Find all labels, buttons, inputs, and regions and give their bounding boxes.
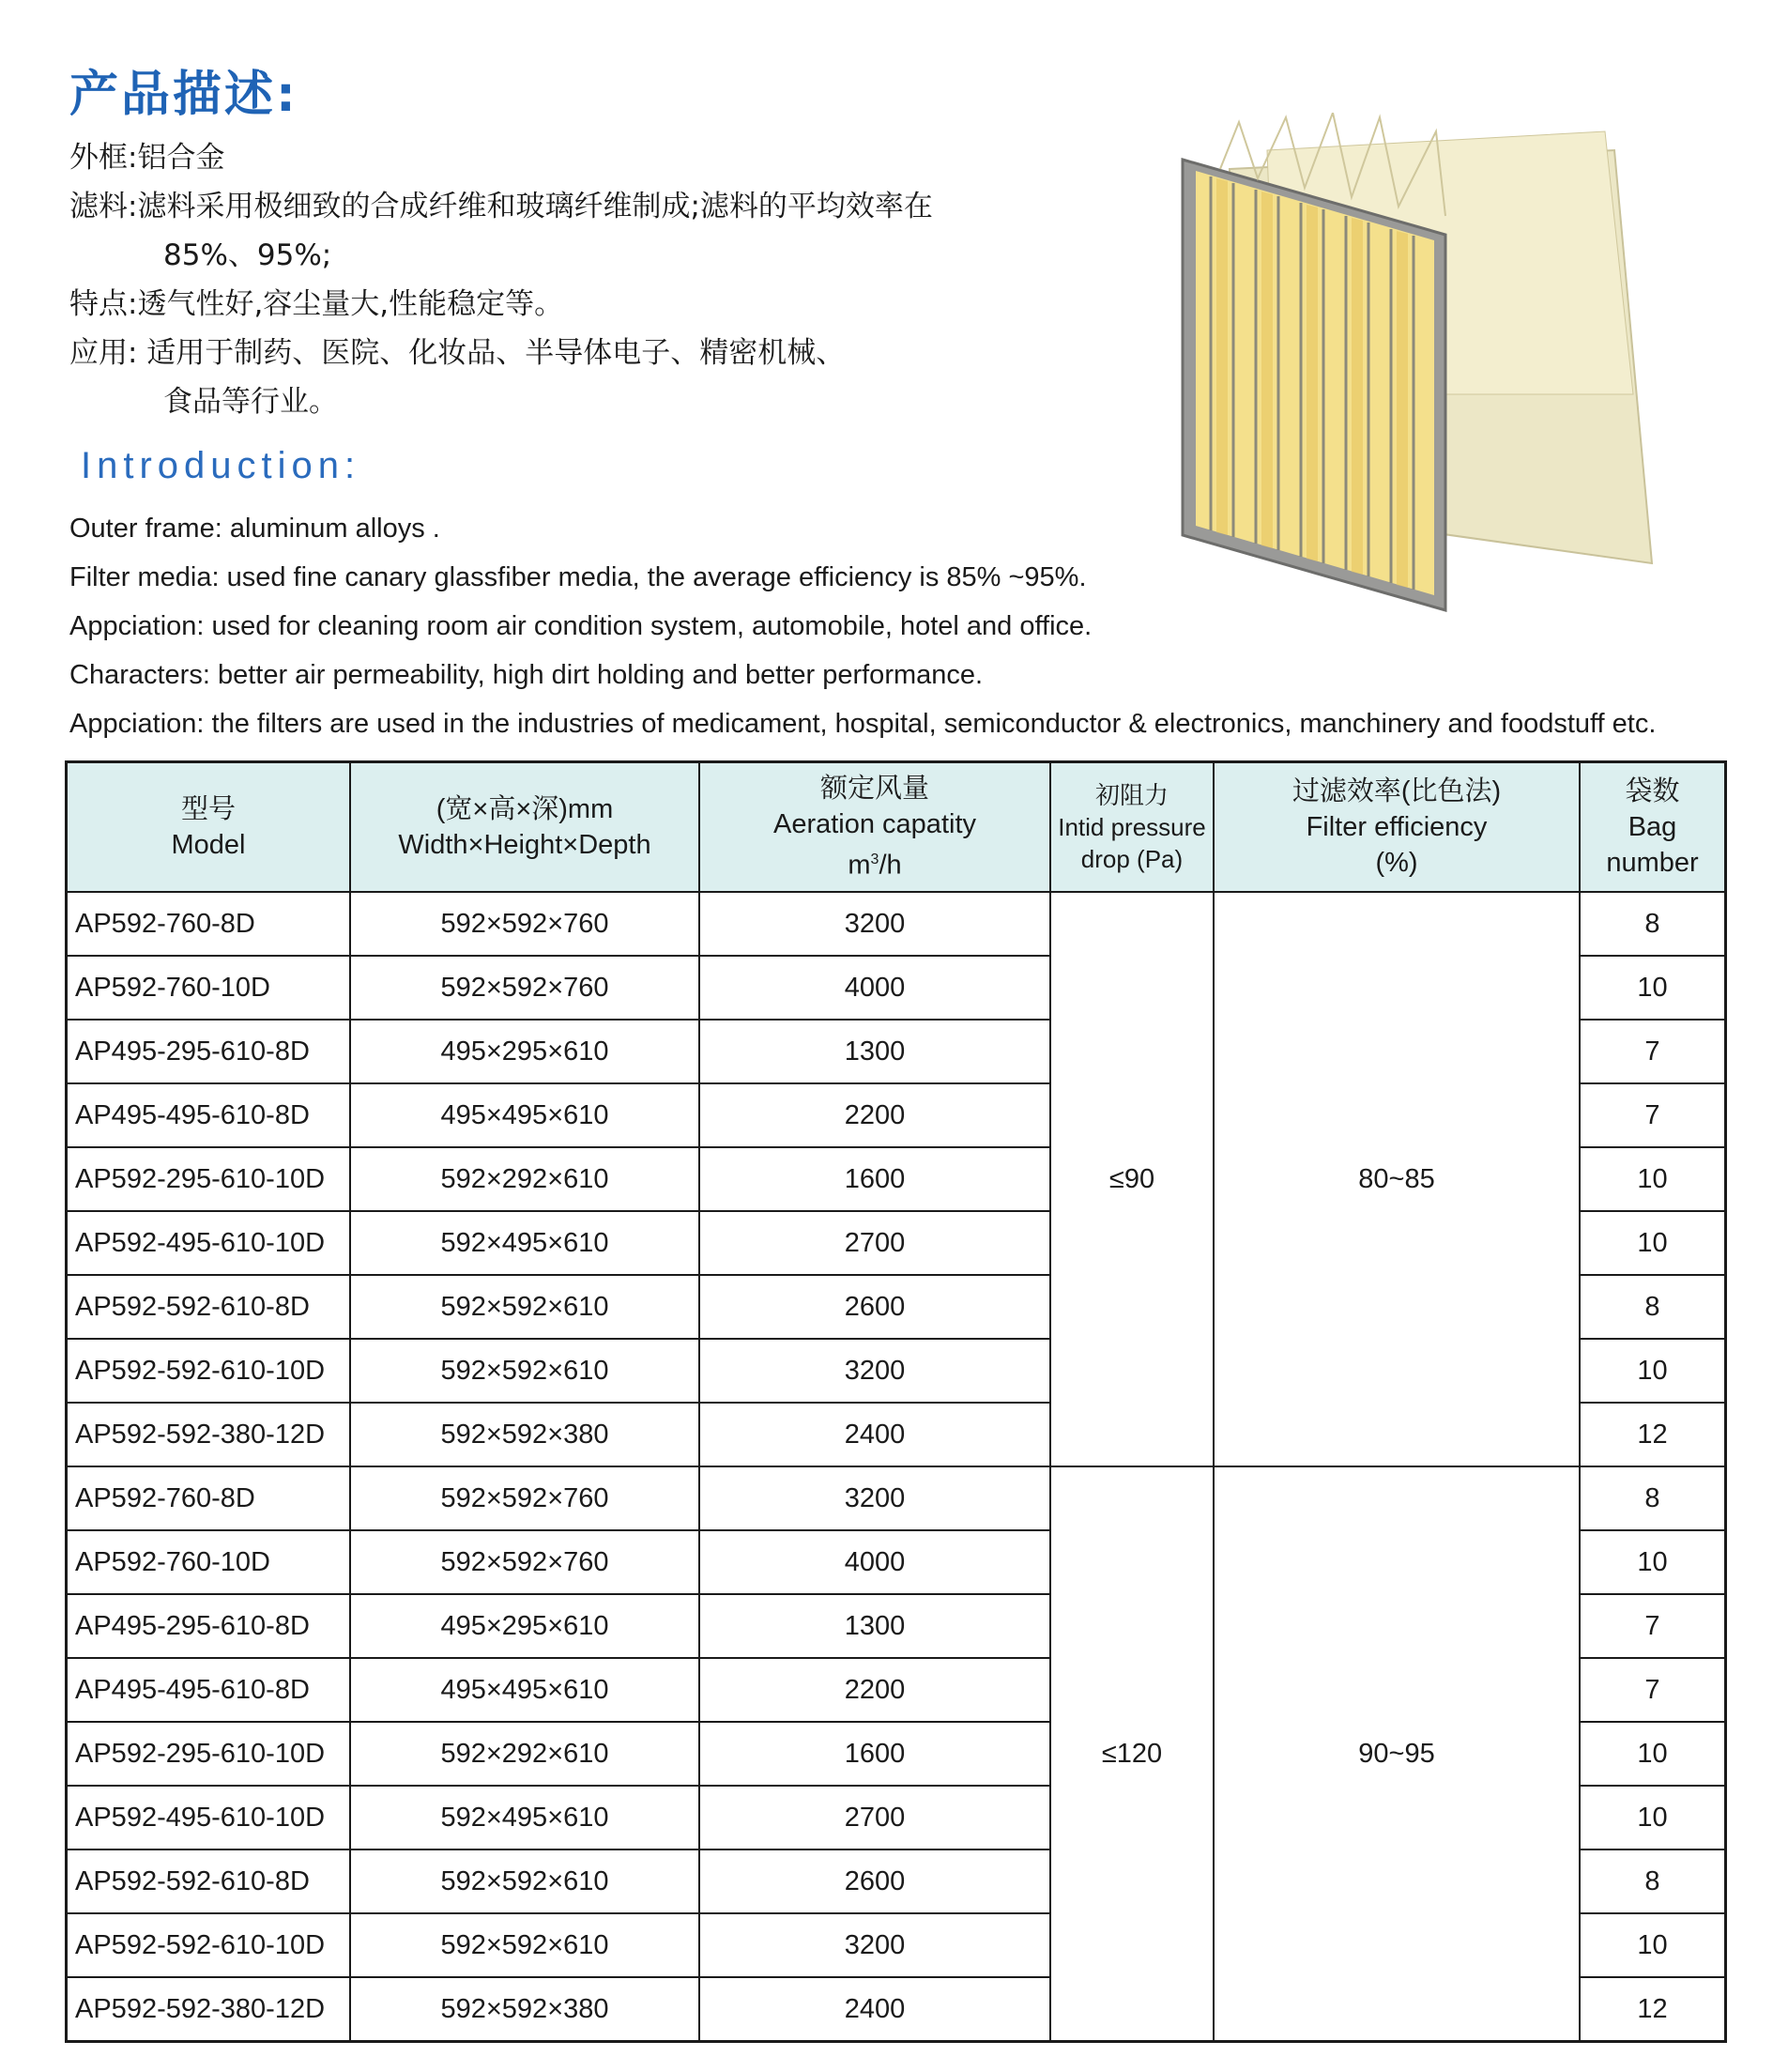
- bag-count-cell: 10: [1580, 1147, 1726, 1211]
- bag-count-cell: 12: [1580, 1977, 1726, 2042]
- size-cell: 592×592×760: [350, 1530, 699, 1594]
- en-line-application: Appciation: used for cleaning room air condition system, automobile, hotel and office.: [69, 611, 1093, 641]
- bag-count-cell: 8: [1580, 1275, 1726, 1339]
- header-drop-en1: Intid pressure: [1058, 813, 1206, 841]
- bag-count-cell: 10: [1580, 956, 1726, 1020]
- pressure-drop-cell: ≤90: [1050, 892, 1214, 1466]
- table-row: [67, 892, 1726, 956]
- bag-count-cell: 12: [1580, 1403, 1726, 1466]
- header-bag-cn: 袋数: [1625, 776, 1680, 806]
- header-air: [699, 762, 1050, 893]
- model-cell: AP592-760-10D: [67, 1530, 351, 1594]
- size-cell: 592×592×760: [350, 1466, 699, 1530]
- airflow-cell: 2600: [699, 1275, 1050, 1339]
- en-line-industries: Appciation: the filters are used in the industries of medicament, hospital, semiconductor & electronics, manchinery and foodstuff etc.: [69, 709, 1657, 739]
- header-pressure-drop: [1050, 762, 1214, 893]
- airflow-cell: 2400: [699, 1403, 1050, 1466]
- size-cell: 495×295×610: [350, 1594, 699, 1658]
- bag-count-cell: 10: [1580, 1722, 1726, 1786]
- bag-count-cell: 10: [1580, 1786, 1726, 1849]
- header-model: [67, 762, 351, 893]
- bag-count-cell: 7: [1580, 1020, 1726, 1083]
- header-air-unit: $m^3/h$: [848, 850, 902, 881]
- bag-filter-image: [1164, 113, 1671, 620]
- cn-section-title: 产品描述:: [69, 67, 298, 123]
- size-cell: 592×592×380: [350, 1977, 699, 2042]
- model-cell: AP592-592-610-10D: [67, 1339, 351, 1403]
- model-cell: AP592-592-610-10D: [67, 1913, 351, 1977]
- size-cell: 592×592×760: [350, 892, 699, 956]
- spec-table: [65, 760, 1727, 2043]
- model-cell: AP495-295-610-8D: [67, 1594, 351, 1658]
- bag-count-cell: 8: [1580, 892, 1726, 956]
- model-cell: AP592-592-610-8D: [67, 1275, 351, 1339]
- header-eff-unit: (%): [1375, 848, 1418, 878]
- bag-count-cell: 10: [1580, 1913, 1726, 1977]
- en-section-title: Introduction:: [81, 445, 361, 486]
- header-eff-cn: 过滤效率(比色法): [1292, 776, 1502, 806]
- bag-count-cell: 10: [1580, 1530, 1726, 1594]
- airflow-cell: 2700: [699, 1211, 1050, 1275]
- header-bags: [1580, 762, 1726, 893]
- bag-count-cell: 10: [1580, 1339, 1726, 1403]
- airflow-cell: 1300: [699, 1594, 1050, 1658]
- size-cell: 495×295×610: [350, 1020, 699, 1083]
- header-air-en: Aeration capatity: [772, 809, 976, 840]
- size-cell: 592×292×610: [350, 1722, 699, 1786]
- bag-count-cell: 7: [1580, 1083, 1726, 1147]
- model-cell: AP592-295-610-10D: [67, 1147, 351, 1211]
- size-cell: 592×592×610: [350, 1849, 699, 1913]
- header-model-en: Model: [171, 830, 246, 860]
- model-cell: AP592-760-8D: [67, 1466, 351, 1530]
- cn-frame-line: 外框:铝合金: [69, 141, 225, 175]
- model-cell: AP592-295-610-10D: [67, 1722, 351, 1786]
- pressure-drop-cell: ≤120: [1050, 1466, 1214, 2042]
- model-cell: AP592-592-380-12D: [67, 1403, 351, 1466]
- header-model-cn: 型号: [180, 794, 236, 824]
- header-air-cn: 额定风量: [819, 774, 929, 805]
- airflow-cell: 2600: [699, 1849, 1050, 1913]
- en-line-characters: Characters: better air permeability, high dirt holding and better performance.: [69, 660, 984, 690]
- en-line-frame: Outer frame: aluminum alloys .: [69, 514, 440, 544]
- size-cell: 495×495×610: [350, 1658, 699, 1722]
- model-cell: AP495-495-610-8D: [67, 1658, 351, 1722]
- cn-media-line: 滤料:滤料采用极细致的合成纤维和玻璃纤维制成;滤料的平均效率在: [69, 190, 933, 223]
- airflow-cell: 1600: [699, 1147, 1050, 1211]
- header-efficiency: [1214, 762, 1580, 893]
- size-cell: 495×495×610: [350, 1083, 699, 1147]
- cn-feature-line: 特点:透气性好,容尘量大,性能稳定等。: [69, 287, 564, 321]
- model-cell: AP592-495-610-10D: [67, 1211, 351, 1275]
- size-cell: 592×592×610: [350, 1913, 699, 1977]
- model-cell: AP495-495-610-8D: [67, 1083, 351, 1147]
- efficiency-cell: 80~85: [1214, 892, 1580, 1466]
- efficiency-cell: 90~95: [1214, 1466, 1580, 2042]
- airflow-cell: 3200: [699, 1913, 1050, 1977]
- header-bag-en2: number: [1606, 848, 1699, 878]
- header-size-en: Width×Height×Depth: [398, 830, 651, 860]
- size-cell: 592×292×610: [350, 1147, 699, 1211]
- header-drop-cn: 初阻力: [1094, 781, 1169, 809]
- model-cell: AP592-592-380-12D: [67, 1977, 351, 2042]
- header-size-cn: (宽×高×深)mm: [436, 794, 614, 824]
- airflow-cell: 2200: [699, 1083, 1050, 1147]
- airflow-cell: 4000: [699, 956, 1050, 1020]
- en-line-media: Filter media: used fine canary glassfiber media, the average efficiency is 85% ~95%.: [69, 562, 1087, 592]
- model-cell: AP592-760-10D: [67, 956, 351, 1020]
- size-cell: 592×592×380: [350, 1403, 699, 1466]
- model-cell: AP495-295-610-8D: [67, 1020, 351, 1083]
- model-cell: AP592-760-8D: [67, 892, 351, 956]
- size-cell: 592×592×760: [350, 956, 699, 1020]
- size-cell: 592×495×610: [350, 1786, 699, 1849]
- header-bag-en1: Bag: [1628, 812, 1677, 842]
- cn-description: [69, 133, 1149, 426]
- size-cell: 592×592×610: [350, 1339, 699, 1403]
- airflow-cell: 3200: [699, 1339, 1050, 1403]
- airflow-cell: 2200: [699, 1658, 1050, 1722]
- size-cell: 592×592×610: [350, 1275, 699, 1339]
- header-eff-en: Filter efficiency: [1306, 812, 1488, 842]
- table-header-row: [67, 762, 1726, 893]
- airflow-cell: 3200: [699, 892, 1050, 956]
- airflow-cell: 2400: [699, 1977, 1050, 2042]
- model-cell: AP592-592-610-8D: [67, 1849, 351, 1913]
- airflow-cell: 1300: [699, 1020, 1050, 1083]
- table-row: [67, 1466, 1726, 1530]
- bag-count-cell: 7: [1580, 1658, 1726, 1722]
- size-cell: 592×495×610: [350, 1211, 699, 1275]
- airflow-cell: 4000: [699, 1530, 1050, 1594]
- bag-count-cell: 8: [1580, 1849, 1726, 1913]
- bag-count-cell: 7: [1580, 1594, 1726, 1658]
- header-size: [350, 762, 699, 893]
- bag-count-cell: 10: [1580, 1211, 1726, 1275]
- bag-count-cell: 8: [1580, 1466, 1726, 1530]
- airflow-cell: 2700: [699, 1786, 1050, 1849]
- model-cell: AP592-495-610-10D: [67, 1786, 351, 1849]
- cn-app-line: 应用: 适用于制药、医院、化妆品、半导体电子、精密机械、: [69, 336, 846, 370]
- cn-media-line-cont: 85%、95%;: [163, 238, 332, 272]
- header-drop-en2: drop (Pa): [1080, 845, 1184, 873]
- table-body: [67, 892, 1726, 2042]
- airflow-cell: 1600: [699, 1722, 1050, 1786]
- cn-app-line-cont: 食品等行业。: [163, 385, 338, 419]
- airflow-cell: 3200: [699, 1466, 1050, 1530]
